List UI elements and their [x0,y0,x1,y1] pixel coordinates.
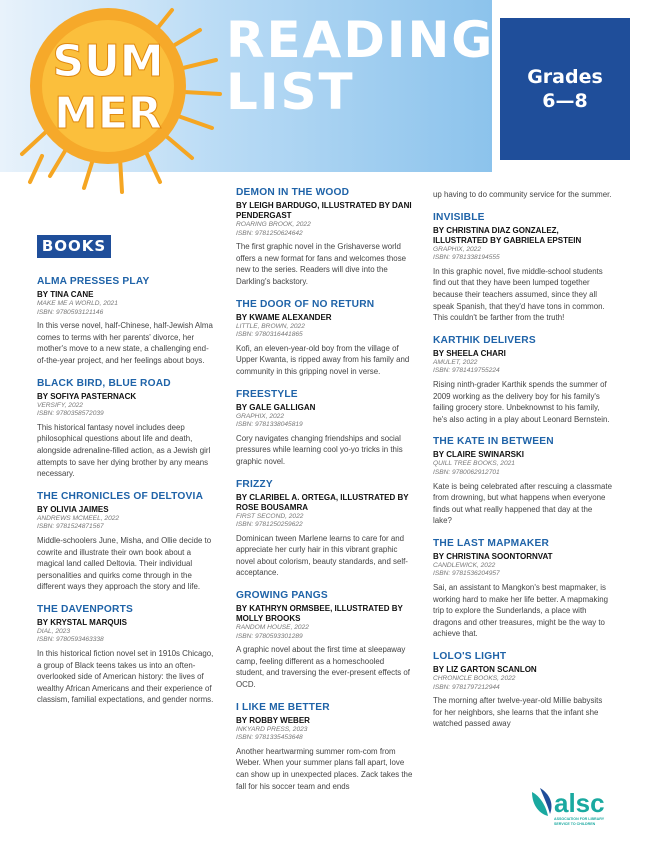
book-author: BY CHRISTINA DIAZ GONZALEZ, ILLUSTRATED BY GABRIELA EPSTEIN [433,225,582,245]
alsc-logo [528,782,628,832]
book-title: THE CHRONICLES OF DELTOVIA [37,490,204,502]
book-entry [433,211,613,324]
grades-badge [500,18,630,160]
book-isbn: ISBN: 9780358572039 [37,410,104,418]
book-isbn: ISBN: 9780593121146 [37,308,104,316]
book-desc: Dominican tween Marlene learns to care for and appreciate her curly hair in this vibrant graphic novel about colorism, beauty standards, and self-acceptance. [236,533,408,578]
book-isbn: ISBN: 9781250259622 [236,521,303,529]
book-isbn: ISBN: 9781338045819 [236,421,303,429]
book-entry [236,478,414,580]
book-isbn: ISBN: 9780062912701 [433,468,500,476]
title-line-reading: READING [226,11,495,69]
book-title: DEMON IN THE WOOD [236,187,350,198]
book-author: BY CLAIRE SWINARSKI [433,450,524,460]
book-desc: Sai, an assistant to Mangkon's best mapmaker, is working hard to make her life better. A mapmaking trip to explore the Sunderlands, a place with dragons and other treasures, might be the way to achieve that. [433,583,608,639]
book-pub: ANDREWS MCMEEL, 2022 [37,514,120,522]
book-pub: LITTLE, BROWN, 2022 [236,322,305,330]
book-title: GROWING PANGS [236,590,328,602]
book-entry [37,377,215,480]
book-author: BY LIZ GARTON SCANLON [433,665,537,675]
book-pub: DIAL, 2023 [37,627,70,635]
book-pub: QUILL TREE BOOKS, 2021 [433,460,515,468]
book-entry [236,298,414,378]
book-isbn: ISBN: 9781797212944 [433,683,500,691]
book-desc: Cory navigates changing friendships and social pressures while learning cool yo-yo tricks in this graphic novel. [236,433,403,466]
book-title: I LIKE ME BETTER [236,701,330,713]
book-entry [37,490,215,593]
book-pub: FIRST SECOND, 2022 [236,512,304,520]
book-title: FREESTYLE [236,388,298,400]
book-title: INVISIBLE [433,211,485,223]
book-pub: INKYARD PRESS, 2023 [236,725,308,733]
book-author: BY TINA CANE [37,290,94,299]
book-pub: CANDLEWICK, 2022 [433,561,496,569]
book-desc: Kate is being celebrated after rescuing a classmate from drowning, but what happens when everyone finds out what really happened that day at the lake? [433,481,612,526]
book-entry [433,435,613,527]
alsc-tagline-line2: SERVICE TO CHILDREN [554,822,596,826]
book-author: BY KRYSTAL MARQUIS [37,617,127,627]
book-desc: In this graphic novel, five middle-school students find out that they have been lumped together because their teachers assumed, since they all speak Spanish, that they'd have tons in common. This couldn't be farther from the truth! [433,266,605,323]
book-pub: GRAPHIX, 2022 [236,412,285,420]
book-column-2 [236,186,414,802]
book-desc: up having to do community service for the summer. [433,190,612,199]
books-section-label: BOOKS [37,235,111,258]
book-isbn: ISBN: 9781250624642 [236,229,303,237]
book-column-3 [433,186,613,740]
book-author: BY KWAME ALEXANDER [236,312,332,322]
book-desc: In this verse novel, half-Chinese, half-Jewish Alma comes to terms with her parents' divorce, her mother's move to a new state, a challenging end-of-the-year project, and her feelings about boys. [37,321,213,365]
book-title: BLACK BIRD, BLUE ROAD [37,377,171,389]
alsc-wordmark: alsc [554,788,605,818]
book-author: BY SHEELA CHARI [433,348,506,358]
book-desc: This historical fantasy novel includes deep philosophical questions about life and death, alongside adrenaline-filled action, as a Jewish girl attempts to save her dying brother by any means necessary. [37,422,211,479]
book-author: BY ROBBY WEBER [236,715,310,725]
page-title [226,11,496,121]
book-isbn: ISBN: 9780593463338 [37,636,104,644]
book-author: BY KATHRYN ORMSBEE, ILLUSTRATED BY MOLLY BROOKS [236,604,403,624]
book-pub: GRAPHIX, 2022 [433,245,482,253]
book-author: BY LEIGH BARDUGO, ILLUSTRATED BY DANI PENDERGAST [236,201,412,220]
book-isbn: ISBN: 9781335453648 [236,734,303,742]
book-pub: RANDOM HOUSE, 2022 [236,624,309,632]
book-entry [433,650,613,730]
book-entry [433,189,613,201]
book-isbn: ISBN: 9781536204957 [433,570,500,578]
book-entry [433,334,613,426]
book-entry [433,537,613,640]
book-pub: VERSIFY, 2022 [37,401,83,409]
book-desc: The morning after twelve-year-old Millie babysits for her neighbors, she learns that the infant she watched passed away [433,696,603,729]
grades-label: Grades [527,66,603,88]
book-title: THE KATE IN BETWEEN [433,436,554,448]
book-author: BY OLIVIA JAIMES [37,504,109,514]
book-desc: Another heartwarming summer rom-com from Weber. When your summer plans fall apart, love can show up in unexpected places. Zack takes the fall for his soccer team and ends [236,746,413,791]
book-desc: A graphic novel about the first time at sleepaway camp, feeling different as a homeschooled student, and traversing the ever-present effects of OCD. [236,645,410,690]
book-title: ALMA PRESSES PLAY [37,276,150,287]
book-author: BY CHRISTINA SOONTORNVAT [433,551,553,561]
book-title: THE LAST MAPMAKER [433,537,550,549]
book-desc: Rising ninth-grader Karthik spends the summer of 2009 working as the delivery boy for his family's failing grocery store. Unbeknownst to his family, he's also acting in a play about Leonard Bernstein. [433,379,610,424]
book-pub: AMULET, 2022 [433,358,478,366]
title-line-list: LIST [226,63,355,121]
book-isbn: ISBN: 9780316441865 [236,331,303,339]
book-title: LOLO'S LIGHT [433,651,507,663]
book-isbn: ISBN: 9781338194555 [433,254,500,262]
book-desc: In this historical fiction novel set in 1910s Chicago, a group of Black teens takes us into an often-overlooked side of American history: the lives of wealthy African Americans and their experience of classism, familial expectations, and gender norms. [37,649,214,705]
grades-range: 6—8 [542,90,588,112]
book-pub: ROARING BROOK, 2022 [236,221,311,228]
book-author: BY CLARIBEL A. ORTEGA, ILLUSTRATED BY ROSE BOUSAMRA [236,492,409,512]
book-author: BY GALE GALLIGAN [236,402,316,412]
book-author: BY SOFIYA PASTERNACK [37,391,137,401]
alsc-leaf-icon [532,788,552,816]
book-entry [236,589,414,691]
book-desc: The first graphic novel in the Grishaverse world offers a new format for fans and welcomes those new to the series. Readers will dive into the Darkling's backstory. [236,242,407,286]
book-desc: Kofi, an eleven-year-old boy from the village of Upper Kwanta, is ripped away from his family and community in this gripping novel in verse. [236,343,410,376]
book-title: THE DOOR OF NO RETURN [236,298,375,310]
book-title: THE DAVENPORTS [37,603,134,615]
book-title: KARTHIK DELIVERS [433,334,536,346]
logo-text-sum: SUM [52,36,164,87]
logo-text-mer: MER [54,88,162,139]
book-pub: CHRONICLE BOOKS, 2022 [433,675,516,683]
book-isbn: ISBN: 9781419755224 [433,367,500,375]
summer-sun-logo [8,6,228,196]
book-entry [37,275,215,367]
book-isbn: ISBN: 9780593301289 [236,632,303,640]
book-entry [236,701,414,793]
book-isbn: ISBN: 9781524871567 [37,523,104,531]
alsc-tagline-line1: ASSOCIATION FOR LIBRARY [554,817,605,821]
book-pub: MAKE ME A WORLD, 2021 [37,300,118,307]
book-title: FRIZZY [236,478,273,490]
book-desc: Middle-schoolers June, Misha, and Ollie decide to cowrite and illustrate their own book about a magical land called Deltovia. Their individual personalities and quirks come through in the different ways they approach the story and life. [37,535,212,592]
book-entry [236,388,414,468]
book-entry [37,603,215,706]
book-entry [236,186,414,288]
book-column-1 [37,275,215,716]
